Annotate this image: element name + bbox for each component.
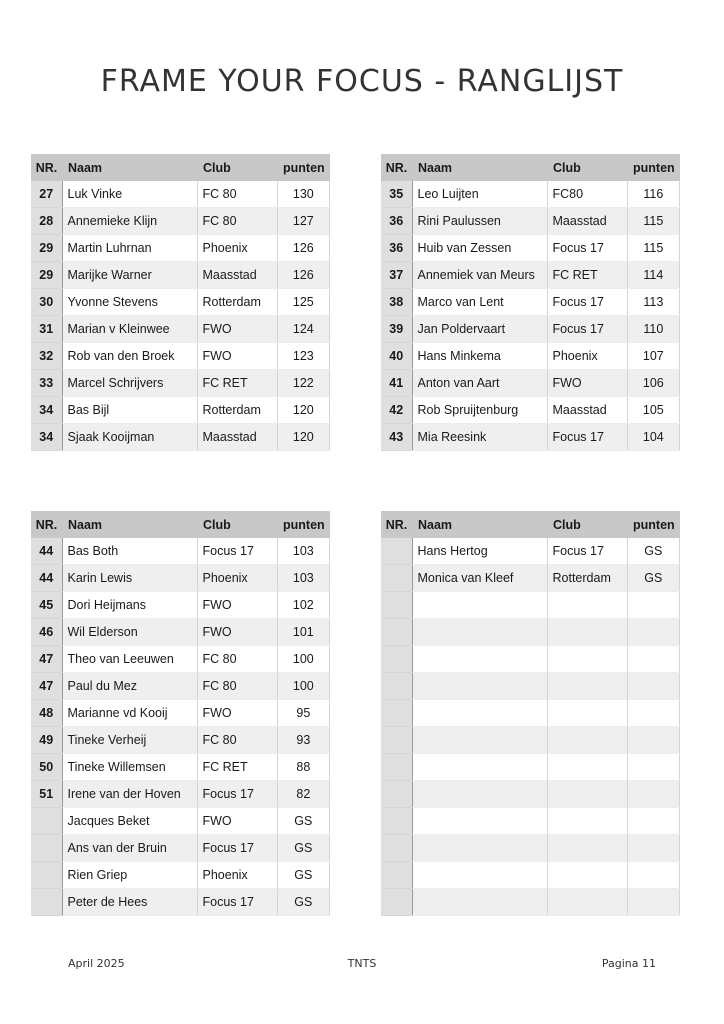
points-cell <box>627 754 680 781</box>
rank-cell: 47 <box>31 673 62 700</box>
points-cell: 125 <box>277 289 330 316</box>
name-cell: Jan Poldervaart <box>412 316 547 343</box>
rank-cell: 35 <box>381 181 412 208</box>
points-cell <box>627 889 680 916</box>
table-row <box>381 889 680 916</box>
rank-cell: 44 <box>31 538 62 565</box>
table-row <box>31 538 330 565</box>
name-cell: Bas Bijl <box>62 397 197 424</box>
points-cell <box>627 835 680 862</box>
name-cell: Tineke Verheij <box>62 727 197 754</box>
club-cell: Focus 17 <box>197 781 277 808</box>
club-cell: Focus 17 <box>547 289 627 316</box>
club-cell <box>547 673 627 700</box>
club-cell: Focus 17 <box>547 235 627 262</box>
column-header-nr: NR. <box>31 154 62 181</box>
table-row <box>31 208 330 235</box>
column-header-naam: Naam <box>62 511 197 538</box>
name-cell: Anton van Aart <box>412 370 547 397</box>
club-cell <box>547 619 627 646</box>
club-cell: Maasstad <box>197 424 277 451</box>
club-cell: FWO <box>197 316 277 343</box>
table-row <box>381 370 680 397</box>
club-cell: Focus 17 <box>197 538 277 565</box>
rank-cell <box>381 889 412 916</box>
points-cell: GS <box>627 565 680 592</box>
name-cell: Peter de Hees <box>62 889 197 916</box>
points-cell: 107 <box>627 343 680 370</box>
table-row <box>31 565 330 592</box>
table-row <box>31 754 330 781</box>
rank-cell: 40 <box>381 343 412 370</box>
club-cell: FC80 <box>547 181 627 208</box>
column-header-club: Club <box>547 154 627 181</box>
club-cell: Focus 17 <box>547 316 627 343</box>
ranking-table-1 <box>31 154 330 451</box>
ranking-table-4 <box>381 511 680 916</box>
table-row <box>31 262 330 289</box>
points-cell: 106 <box>627 370 680 397</box>
page-title: FRAME YOUR FOCUS - RANGLIJST <box>100 64 624 99</box>
column-header-club: Club <box>547 511 627 538</box>
club-cell: Phoenix <box>197 862 277 889</box>
column-header-punten: punten <box>627 511 680 538</box>
rank-cell <box>381 781 412 808</box>
club-cell <box>547 781 627 808</box>
club-cell: FWO <box>197 700 277 727</box>
column-header-naam: Naam <box>412 511 547 538</box>
table-row <box>31 781 330 808</box>
name-cell: Rob van den Broek <box>62 343 197 370</box>
rank-cell: 38 <box>381 289 412 316</box>
points-cell: GS <box>277 808 330 835</box>
club-cell: Focus 17 <box>547 538 627 565</box>
column-header-club: Club <box>197 154 277 181</box>
club-cell: FC 80 <box>197 208 277 235</box>
rank-cell: 32 <box>31 343 62 370</box>
points-cell: 120 <box>277 424 330 451</box>
name-cell <box>412 781 547 808</box>
table-row <box>31 700 330 727</box>
table-row <box>31 862 330 889</box>
name-cell: Tineke Willemsen <box>62 754 197 781</box>
table-row <box>381 835 680 862</box>
points-cell <box>627 862 680 889</box>
table-row <box>31 619 330 646</box>
name-cell <box>412 889 547 916</box>
points-cell: 127 <box>277 208 330 235</box>
club-cell: FC RET <box>197 754 277 781</box>
rank-cell <box>31 889 62 916</box>
table-row <box>381 862 680 889</box>
column-header-punten: punten <box>627 154 680 181</box>
club-cell: FWO <box>197 619 277 646</box>
club-cell: Phoenix <box>197 565 277 592</box>
club-cell <box>547 592 627 619</box>
club-cell: Rotterdam <box>197 289 277 316</box>
name-cell: Paul du Mez <box>62 673 197 700</box>
rank-cell <box>31 862 62 889</box>
points-cell <box>627 700 680 727</box>
rank-cell: 47 <box>31 646 62 673</box>
points-cell <box>627 646 680 673</box>
table-row <box>31 592 330 619</box>
club-cell <box>547 862 627 889</box>
table-row <box>31 397 330 424</box>
club-cell: FWO <box>197 343 277 370</box>
club-cell <box>547 889 627 916</box>
rank-cell: 34 <box>31 424 62 451</box>
rank-cell: 43 <box>381 424 412 451</box>
name-cell: Mia Reesink <box>412 424 547 451</box>
club-cell: FC RET <box>547 262 627 289</box>
rank-cell: 45 <box>31 592 62 619</box>
table-row <box>31 727 330 754</box>
rank-cell: 29 <box>31 262 62 289</box>
name-cell <box>412 727 547 754</box>
name-cell: Annemieke Klijn <box>62 208 197 235</box>
table-row <box>381 673 680 700</box>
points-cell: 104 <box>627 424 680 451</box>
name-cell: Yvonne Stevens <box>62 289 197 316</box>
header-row <box>381 511 680 538</box>
table-row <box>31 370 330 397</box>
rank-cell <box>381 808 412 835</box>
name-cell: Rob Spruijtenburg <box>412 397 547 424</box>
rank-cell: 51 <box>31 781 62 808</box>
footer-publisher: TNTS <box>347 957 377 970</box>
table-row <box>31 673 330 700</box>
name-cell: Bas Both <box>62 538 197 565</box>
club-cell: Maasstad <box>547 397 627 424</box>
table-row <box>31 181 330 208</box>
points-cell: 122 <box>277 370 330 397</box>
name-cell: Huib van Zessen <box>412 235 547 262</box>
table-row <box>381 181 680 208</box>
name-cell: Hans Hertog <box>412 538 547 565</box>
club-cell: Focus 17 <box>197 835 277 862</box>
table-row <box>381 781 680 808</box>
points-cell: GS <box>277 862 330 889</box>
rank-cell <box>31 808 62 835</box>
name-cell: Hans Minkema <box>412 343 547 370</box>
column-header-club: Club <box>197 511 277 538</box>
points-cell: 126 <box>277 235 330 262</box>
points-cell <box>627 808 680 835</box>
club-cell: FWO <box>547 370 627 397</box>
points-cell <box>627 727 680 754</box>
points-cell: 100 <box>277 673 330 700</box>
points-cell: 101 <box>277 619 330 646</box>
rank-cell <box>31 835 62 862</box>
column-header-nr: NR. <box>31 511 62 538</box>
column-header-naam: Naam <box>412 154 547 181</box>
rank-cell <box>381 538 412 565</box>
points-cell <box>627 781 680 808</box>
table-row <box>31 235 330 262</box>
club-cell: Focus 17 <box>547 424 627 451</box>
name-cell: Marian v Kleinwee <box>62 316 197 343</box>
rank-cell <box>381 646 412 673</box>
club-cell <box>547 754 627 781</box>
rank-cell <box>381 727 412 754</box>
points-cell: 116 <box>627 181 680 208</box>
name-cell <box>412 673 547 700</box>
points-cell: 100 <box>277 646 330 673</box>
table-row <box>31 889 330 916</box>
header-row <box>31 154 330 181</box>
table-row <box>381 343 680 370</box>
name-cell: Theo van Leeuwen <box>62 646 197 673</box>
rank-cell: 41 <box>381 370 412 397</box>
points-cell: GS <box>627 538 680 565</box>
rank-cell: 49 <box>31 727 62 754</box>
name-cell <box>412 646 547 673</box>
table-row <box>31 835 330 862</box>
table-row <box>381 619 680 646</box>
name-cell <box>412 592 547 619</box>
club-cell <box>547 646 627 673</box>
rank-cell: 44 <box>31 565 62 592</box>
table-row <box>381 565 680 592</box>
rank-cell: 48 <box>31 700 62 727</box>
name-cell: Luk Vinke <box>62 181 197 208</box>
name-cell: Marcel Schrijvers <box>62 370 197 397</box>
points-cell: 103 <box>277 538 330 565</box>
rank-cell: 46 <box>31 619 62 646</box>
rank-cell: 50 <box>31 754 62 781</box>
table-row <box>31 289 330 316</box>
name-cell: Marco van Lent <box>412 289 547 316</box>
rank-cell <box>381 835 412 862</box>
points-cell: 102 <box>277 592 330 619</box>
header-row <box>381 154 680 181</box>
table-row <box>31 316 330 343</box>
club-cell: Maasstad <box>547 208 627 235</box>
table-row <box>381 289 680 316</box>
table-row <box>31 424 330 451</box>
rank-cell <box>381 565 412 592</box>
points-cell <box>627 592 680 619</box>
rank-cell: 29 <box>31 235 62 262</box>
name-cell: Jacques Beket <box>62 808 197 835</box>
name-cell <box>412 835 547 862</box>
points-cell: 105 <box>627 397 680 424</box>
table-row <box>381 727 680 754</box>
name-cell: Annemiek van Meurs <box>412 262 547 289</box>
club-cell <box>547 835 627 862</box>
column-header-naam: Naam <box>62 154 197 181</box>
club-cell: Rotterdam <box>197 397 277 424</box>
table-row <box>381 208 680 235</box>
points-cell: 95 <box>277 700 330 727</box>
name-cell: Rien Griep <box>62 862 197 889</box>
points-cell <box>627 619 680 646</box>
name-cell <box>412 862 547 889</box>
name-cell: Dori Heijmans <box>62 592 197 619</box>
rank-cell <box>381 592 412 619</box>
name-cell: Marijke Warner <box>62 262 197 289</box>
club-cell: Focus 17 <box>197 889 277 916</box>
club-cell: FC 80 <box>197 673 277 700</box>
table-row <box>381 316 680 343</box>
club-cell <box>547 808 627 835</box>
footer-page-number: Pagina 11 <box>601 957 656 970</box>
club-cell: FC 80 <box>197 181 277 208</box>
points-cell: 88 <box>277 754 330 781</box>
points-cell: GS <box>277 889 330 916</box>
club-cell: FWO <box>197 592 277 619</box>
points-cell: 113 <box>627 289 680 316</box>
table-row <box>381 646 680 673</box>
name-cell <box>412 754 547 781</box>
table-row <box>31 808 330 835</box>
rank-cell <box>381 619 412 646</box>
rank-cell <box>381 673 412 700</box>
table-row <box>381 592 680 619</box>
table-row <box>381 262 680 289</box>
club-cell: Rotterdam <box>547 565 627 592</box>
name-cell: Karin Lewis <box>62 565 197 592</box>
rank-cell: 27 <box>31 181 62 208</box>
points-cell: 115 <box>627 235 680 262</box>
table-row <box>381 754 680 781</box>
rank-cell: 28 <box>31 208 62 235</box>
club-cell: Phoenix <box>547 343 627 370</box>
name-cell: Irene van der Hoven <box>62 781 197 808</box>
column-header-nr: NR. <box>381 511 412 538</box>
ranking-table-2 <box>381 154 680 451</box>
ranking-table-3 <box>31 511 330 916</box>
column-header-punten: punten <box>277 154 330 181</box>
name-cell: Leo Luijten <box>412 181 547 208</box>
table-row <box>381 424 680 451</box>
points-cell: 126 <box>277 262 330 289</box>
table-row <box>381 808 680 835</box>
name-cell: Martin Luhrnan <box>62 235 197 262</box>
points-cell: 103 <box>277 565 330 592</box>
name-cell: Ans van der Bruin <box>62 835 197 862</box>
points-cell: 110 <box>627 316 680 343</box>
name-cell: Monica van Kleef <box>412 565 547 592</box>
table-row <box>31 646 330 673</box>
rank-cell <box>381 754 412 781</box>
name-cell: Wil Elderson <box>62 619 197 646</box>
rank-cell: 37 <box>381 262 412 289</box>
rank-cell: 36 <box>381 208 412 235</box>
rank-cell <box>381 862 412 889</box>
name-cell: Marianne vd Kooij <box>62 700 197 727</box>
rank-cell <box>381 700 412 727</box>
name-cell <box>412 619 547 646</box>
club-cell: FC 80 <box>197 646 277 673</box>
club-cell: Phoenix <box>197 235 277 262</box>
points-cell: GS <box>277 835 330 862</box>
club-cell: FC RET <box>197 370 277 397</box>
points-cell: 115 <box>627 208 680 235</box>
table-row <box>381 235 680 262</box>
club-cell <box>547 700 627 727</box>
points-cell: 124 <box>277 316 330 343</box>
column-header-nr: NR. <box>381 154 412 181</box>
name-cell: Sjaak Kooijman <box>62 424 197 451</box>
club-cell <box>547 727 627 754</box>
points-cell: 93 <box>277 727 330 754</box>
footer-date: April 2025 <box>68 957 125 970</box>
club-cell: FWO <box>197 808 277 835</box>
table-row <box>381 538 680 565</box>
club-cell: Maasstad <box>197 262 277 289</box>
name-cell <box>412 808 547 835</box>
points-cell: 82 <box>277 781 330 808</box>
rank-cell: 30 <box>31 289 62 316</box>
rank-cell: 34 <box>31 397 62 424</box>
column-header-punten: punten <box>277 511 330 538</box>
rank-cell: 31 <box>31 316 62 343</box>
points-cell: 123 <box>277 343 330 370</box>
points-cell: 130 <box>277 181 330 208</box>
rank-cell: 36 <box>381 235 412 262</box>
club-cell: FC 80 <box>197 727 277 754</box>
points-cell: 120 <box>277 397 330 424</box>
points-cell <box>627 673 680 700</box>
rank-cell: 39 <box>381 316 412 343</box>
name-cell <box>412 700 547 727</box>
table-row <box>31 343 330 370</box>
name-cell: Rini Paulussen <box>412 208 547 235</box>
header-row <box>31 511 330 538</box>
table-row <box>381 700 680 727</box>
table-row <box>381 397 680 424</box>
rank-cell: 33 <box>31 370 62 397</box>
points-cell: 114 <box>627 262 680 289</box>
rank-cell: 42 <box>381 397 412 424</box>
